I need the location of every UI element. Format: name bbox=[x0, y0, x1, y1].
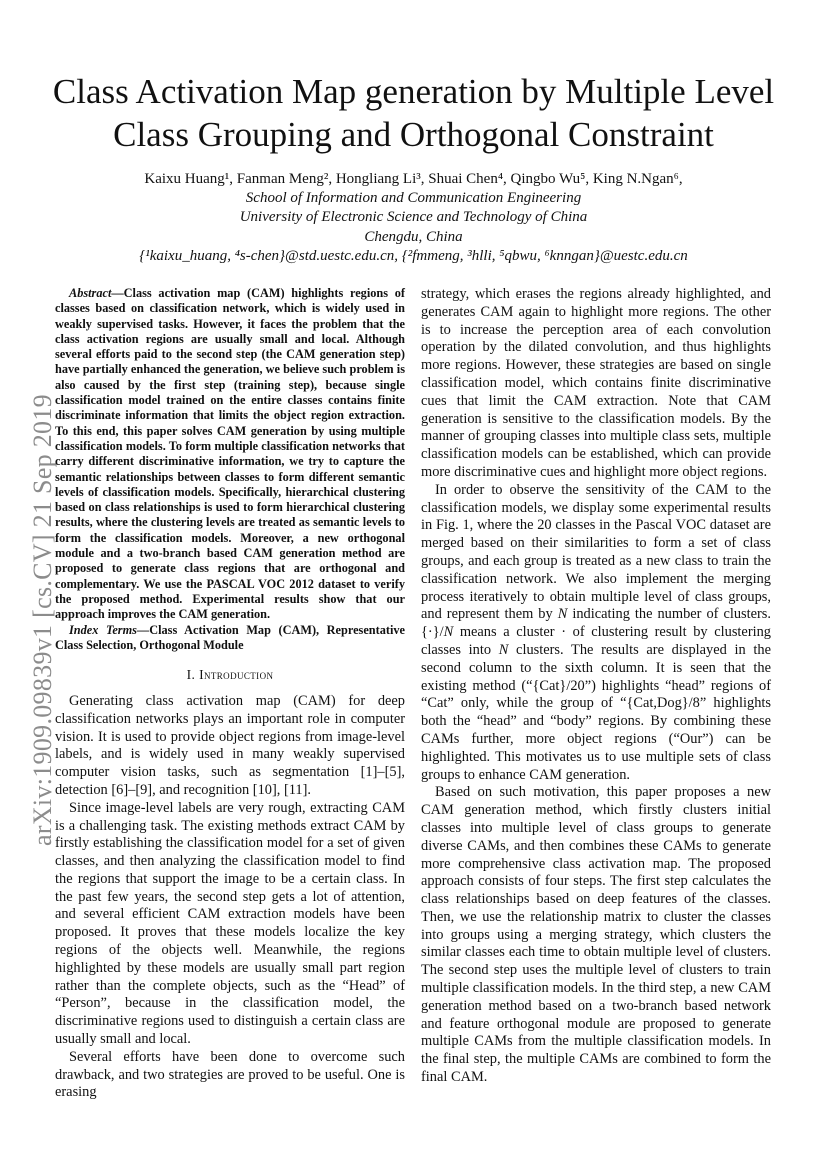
abstract bbox=[55, 286, 405, 623]
rp2-part-c: means a cluster · of clustering result by clustering classes into bbox=[421, 624, 771, 658]
index-terms bbox=[55, 623, 405, 654]
intro-paragraph-1: Generating class activation map (CAM) for deep classification networks plays an important role in computer vision. It is used to provide object regions from image-level labels, and is widely used in many weakly supervised computer vision tasks, such as segmentation [1]–[5], detection [6]–[9], and recognition [10], [11]. bbox=[55, 692, 405, 798]
section-heading bbox=[55, 666, 405, 684]
left-column bbox=[55, 286, 405, 1102]
right-paragraph-3: Based on such motivation, this paper proposes a new CAM generation method, which firstly clusters initial classes into multiple level of class groups to generate diverse CAMs, and then combines these CAMs to generate more comprehensive class activation map. The proposed approach consists of four steps. The first step calculates the class relationships based on deep features of the classes. Then, we use the relationship matrix to cluster the classes into groups using a merging strategy, which clusters the similar classes each time to obtain multiple level of clusters. The second step uses the multiple level of clusters to train multiple classification models. In the third step, a new CAM generation method based on a two-branch based network and feature orthogonal module are proposed to generate multiple CAMs from the multiple classification models. In the final step, the multiple CAMs are combined to form the final CAM. bbox=[421, 784, 771, 1086]
section-number: I. bbox=[186, 667, 196, 683]
affiliation-school: School of Information and Communication Engineering bbox=[245, 190, 582, 207]
rp2-part-b: indicating the number of clusters. bbox=[567, 606, 771, 623]
right-column bbox=[421, 286, 771, 1087]
math-n-2: N bbox=[443, 624, 454, 641]
math-n-3: N bbox=[498, 641, 509, 658]
intro-paragraph-3: Several efforts have been done to overcome such drawback, and two strategies are proved to be useful. One is erasing bbox=[55, 1048, 405, 1101]
abstract-text: —Class activation map (CAM) highlights regions of classes based on classification network, which is widely used in weakly supervised tasks. However, it faces the problem that the class activation regions are usually small and local. Although several efforts paid to the second step (the CAM generation step) have partially enhanced the generation, we believe such problem is also caused by the first step (training step), because single classification model trained on the entire classes contains finite discriminate information that limits the object region extraction. To this end, this paper solves CAM generation by using multiple classification models. To form multiple classification networks that carry different discriminative information, we try to capture the semantic relationships between classes to form different semantic levels of classification models. Specifically, hierarchical clustering based on class relationships is used to form hierarchical clustering results, where the clustering levels are treated as semantic levels to form the classification models. Moreover, a new orthogonal module and a two-branch based CAM generation method are proposed to generate class regions that are orthogonal and complementary. We use the PASCAL VOC 2012 dataset to verify the proposed method. Experimental results show that our approach improves the CAM generation. bbox=[55, 286, 405, 622]
abstract-lead: Abstract bbox=[69, 286, 112, 300]
intro-paragraph-2: Since image-level labels are very rough, extracting CAM is a challenging task. The existing methods extract CAM by firstly establishing the classification model for a set of given classes, and then analyzing the classification model to find the regions that support the image to be a certain class. In the past few years, the second step gets a lot of attention, and several efficient CAM extraction models have been proposed. It proves that these models localize the key regions of the objects well. Meanwhile, the regions highlighted by these models are usually small part region rather than the complete objects, such as the “Head” of “Person”, because in the classification model, the discriminative regions used to distinguish a certain class are usually small and local. bbox=[55, 799, 405, 1048]
rp2-part-a: In order to observe the sensitivity of the CAM to the classification models, we display some experimental results in Fig. 1, where the 20 classes in the Pascal VOC dataset are merged based on their similarities to form a set of class groups, and each group is treated as a new class to train the classification network. We also implement the merging process iteratively to obtain multiple level of class groups, and represent them by bbox=[421, 481, 771, 623]
math-n-1: N bbox=[557, 606, 568, 623]
right-paragraph-2 bbox=[421, 482, 771, 785]
author-list: Kaixu Huang¹, Fanman Meng², Hongliang Li³, Shuai Chen⁴, Qingbo Wu⁵, King N.Ngan⁶, bbox=[144, 171, 683, 187]
section-title: Introduction bbox=[199, 667, 274, 683]
title-line-1: Class Activation Map generation by Multiple Level bbox=[52, 72, 775, 111]
author-emails: {¹kaixu_huang, ⁴s-chen}@std.uestc.edu.cn, {²fmmeng, ³hlli, ⁵qbwu, ⁶knngan}@uestc.edu.cn bbox=[139, 247, 688, 264]
affiliation-university: University of Electronic Science and Technology of China bbox=[239, 209, 588, 226]
index-terms-lead: Index Terms bbox=[69, 622, 137, 637]
math-set-notation: {·}/ bbox=[421, 624, 444, 641]
right-paragraph-1: strategy, which erases the regions already highlighted, and generates CAM again to highlight more regions. The other is to increase the perception area of each convolution operation by the dilated convolution, and thus highlights more regions. However, these strategies are based on single classification model, which contains finite discriminative cues that limit the CAM extraction. Note that CAM generation is sensitive to the classification models. By the manner of grouping classes into multiple class sets, multiple classification models can be established, which can provide more discriminative cues and highlight more object regions. bbox=[421, 286, 771, 480]
affiliation-city: Chengdu, China bbox=[364, 228, 463, 245]
index-terms-text: —Class Activation Map (CAM), Representative Class Selection, Orthogonal Module bbox=[55, 622, 405, 652]
author-block bbox=[60, 170, 767, 266]
title-line-2: Class Grouping and Orthogonal Constraint bbox=[113, 115, 714, 154]
arxiv-id-text: arXiv:1909.09839v1 [cs.CV] 21 Sep 2019 bbox=[28, 394, 58, 846]
paper-title bbox=[40, 70, 787, 156]
rp2-part-d: clusters. The results are displayed in the second column to the sixth column. It is seen that the existing method (“{Cat}/20”) highlights “head” regions of “Cat” only, while the group of “{Cat,Dog}/8” highlights both the “head” and “body” regions. By combining these CAMs further, more object regions (“Our”) can be highlighted. This motivates us to use multiple sets of class groups to enhance CAM generation. bbox=[421, 641, 771, 783]
